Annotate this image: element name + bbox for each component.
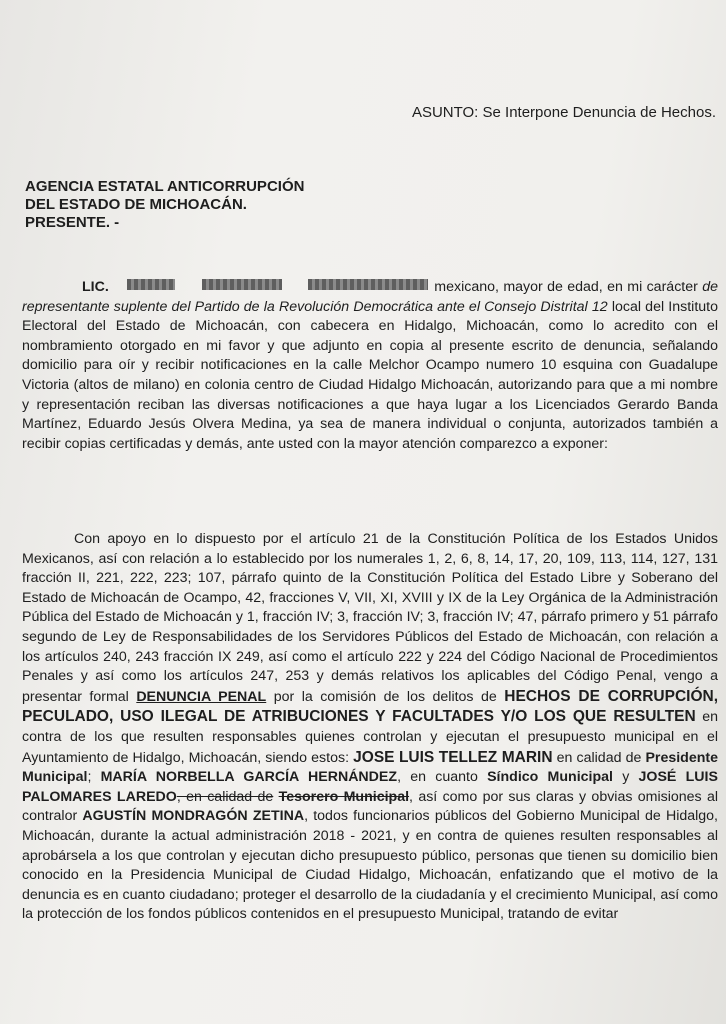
- name-tesorero: JOSÉ LUIS PALOMARES LAREDO: [22, 769, 718, 805]
- addressee-line-2: DEL ESTADO DE MICHOACÁN.: [25, 196, 247, 213]
- name-sindico: MARÍA NORBELLA GARCÍA HERNÁNDEZ: [100, 769, 398, 786]
- name-contralor: AGUSTÍN MONDRAGÓN ZETINA: [82, 808, 305, 825]
- asunto-line: ASUNTO: Se Interpone Denuncia de Hechos.: [411, 104, 716, 121]
- p2-text-3: en contra de los que resulten responsables quienes controlan y ejecutan el presupuesto municipal en el Ayuntamiento de Hidalgo, Michoacán, siendo estos:: [22, 709, 718, 766]
- redacted-name-part-3: [308, 279, 428, 290]
- p1-text-3: local del Instituto Electoral del Estado de Michoacán, con cabecera en Hidalgo, Michoacán, como lo acredito con el nombramiento otorgado en mi favor y que adjunto en copia al presente escrito de denuncia, señalando domicilio para oír y recibir notificaciones en la calle Melchor Ocampo numero 10 esquina con Guadalupe Victoria (altos de milano) en colonia centro de Ciudad Hidalgo Michoacán, autorizando para que a mi nombre y representación reciban las diversas notificaciones a que haya lugar a los Licenciados Gerardo Banda Martínez, Eduardo Jesús Olvera Medina, ya sea de manera individual o conjunta, autorizados también a recibir copias certificadas y demás, ante usted con la mayor atención comparezco a exponer:: [22, 298, 718, 452]
- paragraph-legal-basis: Con apoyo en lo dispuesto por el artículo 21 de la Constitución Política de los Estados Unidos Mexicanos, así con relación a lo establecido por los numerales 1, 2, 6, 8, 14, 17, 20, 109, 113, 114, 127, 131 fracción II, 221, 222, 223; 107, párrafo quinto de la Constitución Política del Estado Libre y Soberano del Estado de Michoacán de Ocampo, 42, fracciones V, VII, XI, XVIII y IX de la Ley Orgánica de la Administración Pública del Estado de Michoacán y 1, fracción IV; 3, fracción IV; 3, fracción IV; 47, párrafo primero y 51 párrafo segundo de Ley de Responsabilidades de los Servidores Públicos del Estado de Michoacán, con relación a los artículos 240, 243 fracción IX 249, así como el artículo 222 y 224 del Código Nacional de Procedimientos Penales y así como los artículos 247, 253 y demás relativos los aplicables del Código Penal, vengo a presentar formal DENUNCIA PENAL por la comisión de los delitos de HECHOS DE CORRUPCIÓN, PECULADO, USO ILEGAL DE ATRIBUCIONES Y FACULTADES Y/O LOS QUE RESULTEN en contra de los que resulten responsables quienes controlan y ejecutan el presupuesto municipal en el Ayuntamiento de Hidalgo, Michoacán, siendo estos: JOSE LUIS TELLEZ MARIN en calidad de Presidente Municipal; MARÍA NORBELLA GARCÍA HERNÁNDEZ, en cuanto Síndico Municipal y JOSÉ LUIS PALOMARES LAREDO, en calidad de Tesorero Municipal, así como por sus claras y obvias omisiones al contralor AGUSTÍN MONDRAGÓN ZETINA, todos funcionarios públicos del Gobierno Municipal de Hidalgo, Michoacán, durante la actual administración 2018 - 2021, y en contra de quienes resulten responsables al aprobársela a los que controlan y ejecutan dicho presupuesto público, personas que tienen su domicilio bien conocido en la Presidencia Municipal de Ciudad Hidalgo, Michoacán, enfatizando que el motivo de la denuncia es en cuanto ciudadano; proteger el desarrollo de la ciudadanía y el crecimiento Municipal, así como la protección de los fondos públicos contenidos en el presupuesto Municipal, tratando de evitar: [22, 531, 719, 923]
- p1-text-2: de representante suplente del Partido de la Revolución Democrática ante el Consejo Distrital 12: [22, 279, 718, 315]
- name-presidente: JOSE LUIS TELLEZ MARIN: [353, 748, 553, 766]
- addressee-line-1: AGENCIA ESTATAL ANTICORRUPCIÓN: [25, 178, 305, 195]
- p2-text-1: Con apoyo en lo dispuesto por el artículo 21 de la Constitución Política de los Estados Unidos Mexicanos, así con relación a lo establecido por los numerales 1, 2, 6, 8, 14, 17, 20, 109, 113, 114, 127, 131 fracción II, 221, 222, 223; 107, párrafo quinto de la Constitución Política del Estado Libre y Soberano del Estado de Michoacán de Ocampo, 42, fracciones V, VII, XI, XVIII y IX de la Ley Orgánica de la Administración Pública del Estado de Michoacán y 1, fracción IV; 3, fracción IV; 3, fracción IV; 47, párrafo primero y 51 párrafo segundo de Ley de Responsabilidades de los Servidores Públicos del Estado de Michoacán, con relación a los artículos 240, 243 fracción IX 249, así como el artículo 222 y 224 del Código Nacional de Procedimientos Penales y así como los artículos 247, 253 y demás relativos los aplicables del Código Penal, vengo a presentar formal: [22, 531, 718, 705]
- p2-text-6: y: [622, 769, 630, 786]
- role-sindico: Síndico Municipal: [487, 769, 613, 786]
- p2-text-5: , en cuanto: [397, 769, 478, 786]
- delitos-list: HECHOS DE CORRUPCIÓN, PECULADO, USO ILEGAL DE ATRIBUCIONES Y FACULTADES Y/O LOS QUE RESULTEN: [22, 687, 719, 726]
- redacted-name-part-2: [202, 279, 282, 290]
- p2-text-9: , todos funcionarios públicos del Gobierno Municipal de Hidalgo, Michoacán, durante la actual administración 2018 - 2021, y en contra de quienes resulten responsables al aprobársela a los que controlan y ejecutan dicho presupuesto público, personas que tienen su domicilio bien conocido en la Presidencia Municipal de Ciudad Hidalgo, Michoacán, enfatizando que el motivo de la denuncia es en cuanto ciudadano; proteger el desarrollo de la ciudadanía y el crecimiento Municipal, así como la protección de los fondos públicos contenidos en el presupuesto Municipal, tratando de evitar: [22, 808, 718, 923]
- addressee-line-3: PRESENTE. -: [25, 214, 120, 231]
- lic-prefix: LIC.: [82, 279, 109, 295]
- p1-text-1: mexicano, mayor de edad, en mi carácter: [434, 279, 698, 295]
- p2-text-7: , en calidad de: [176, 788, 274, 805]
- denuncia-penal: DENUNCIA PENAL: [136, 688, 267, 705]
- p2-text-4: en calidad de: [556, 749, 642, 766]
- p2-text-2: por la comisión de los delitos de: [273, 688, 497, 705]
- redacted-name-part-1: [127, 279, 175, 290]
- addressee-block: [25, 178, 304, 232]
- paragraph-introduction: [22, 278, 718, 454]
- role-tesorero: Tesorero Municipal: [278, 788, 410, 805]
- p2-text-8: , así como por sus claras y obvias omisiones al contralor: [22, 788, 719, 825]
- role-presidente: Presidente Municipal: [22, 749, 719, 786]
